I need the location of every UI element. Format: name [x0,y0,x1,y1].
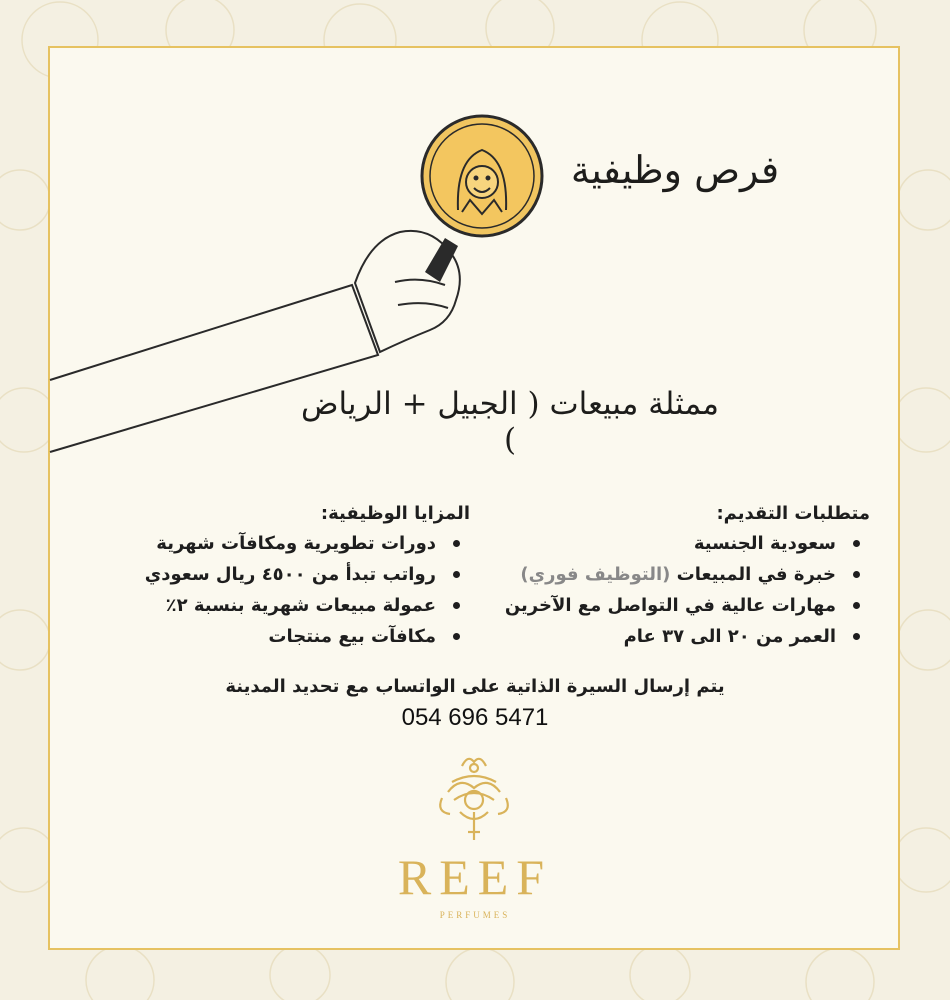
list-item: عمولة مبيعات شهرية بنسبة ٢٪ [130,590,470,621]
benefits-heading: المزايا الوظيفية: [320,503,470,524]
list-item: سعودية الجنسية [510,528,870,559]
apply-instruction: يتم إرسال السيرة الذاتية على الواتساب مع تحديد المدينة [225,676,725,697]
brand-tagline: PERFUMES [439,910,511,920]
list-item: مهارات عالية في التواصل مع الآخرين [510,590,870,621]
bullet-icon [453,602,460,609]
benefits-section [130,503,470,652]
list-item: مكافآت بيع منتجات [130,621,470,652]
requirements-section [504,503,870,652]
bullet-icon [853,602,860,609]
position-title: ممثلة مبيعات ( الجبيل + الرياض ) [301,386,719,458]
brand-name: REEF [397,849,553,905]
bullet-icon [453,633,460,640]
job-opportunities-title: فرص وظيفية [570,148,780,192]
list-item: خبرة في المبيعات (التوظيف فوري) [510,559,870,590]
list-item: دورات تطويرية ومكافآت شهرية [130,528,470,559]
requirements-heading: متطلبات التقديم: [716,503,870,524]
phone-number[interactable]: 054 696 5471 [401,704,549,731]
list-item: العمر من ٢٠ الى ٣٧ عام [510,621,870,652]
bullet-icon [453,540,460,547]
requirements-list [504,528,870,652]
benefits-list [130,528,470,652]
reef-emblem-icon [424,752,524,847]
bullet-icon [853,633,860,640]
list-item: رواتب تبدأ من ٤٥٠٠ ريال سعودي [130,559,470,590]
bullet-icon [853,571,860,578]
bullet-icon [853,540,860,547]
bullet-icon [453,571,460,578]
